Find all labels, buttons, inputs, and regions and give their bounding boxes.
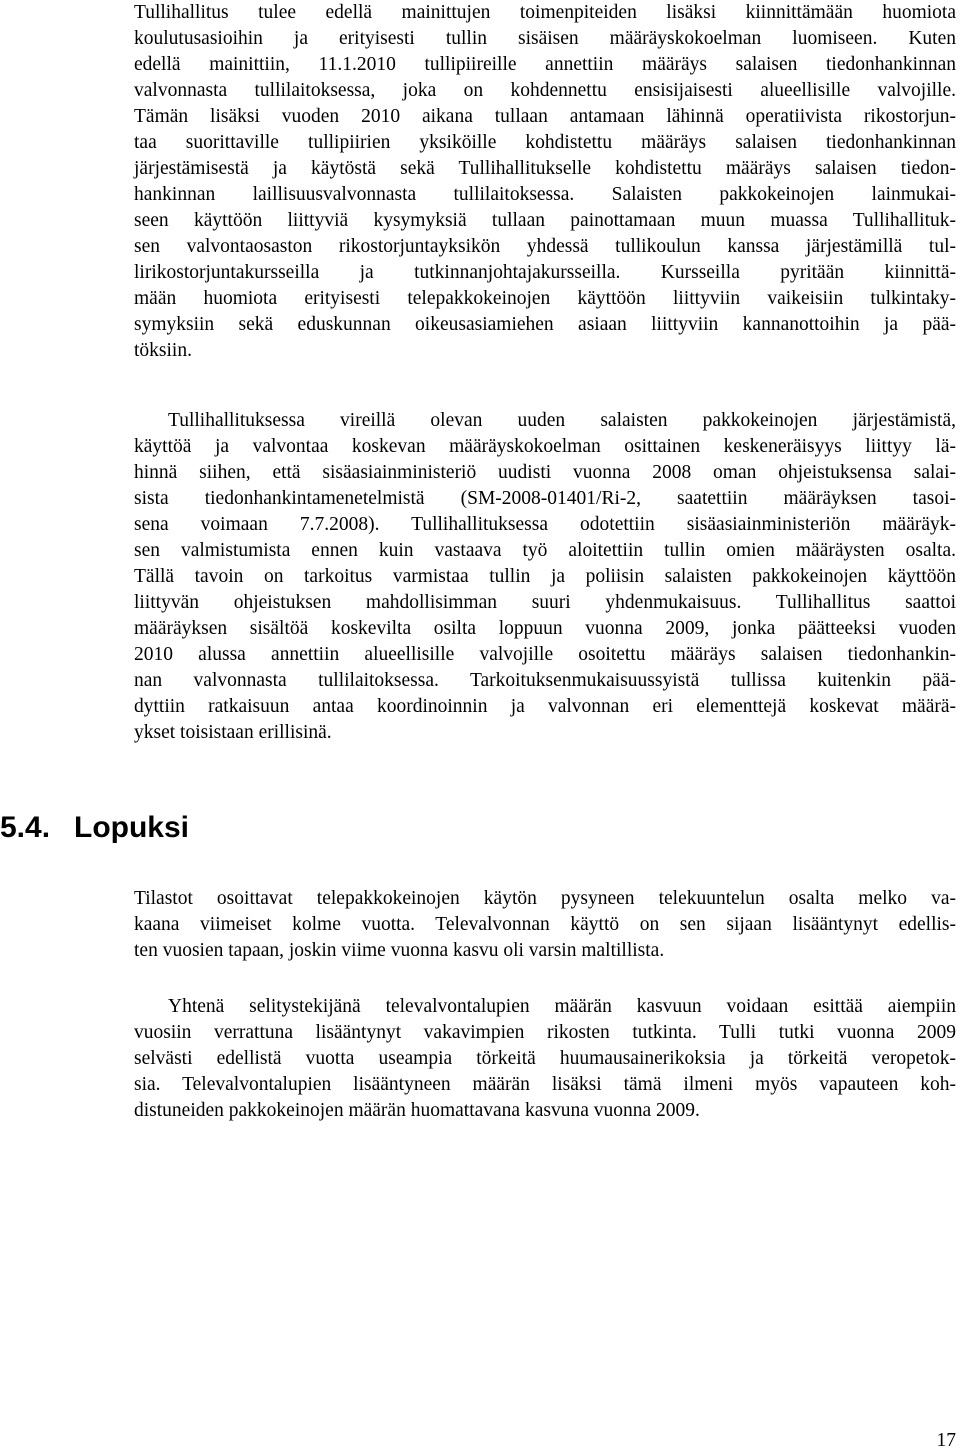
text-line: liittyvän ohjeistuksen mahdollisimman suuri yhdenmukaisuus. Tullihallitus saattoi [134,592,956,613]
text-line: 2010 alussa annettiin alueellisille valvojille osoitettu määräys salaisen tiedonhankin- [134,644,956,665]
section-heading [0,808,189,848]
text-line: järjestämisestä ja käytöstä sekä Tullihallitukselle kohdistettu määräys salaisen tiedon- [134,158,956,179]
text-line: distuneiden pakkokeinojen määrän huomattavana kasvuna vuonna 2009. [134,1100,700,1121]
text-line: dyttiin ratkaisuun antaa koordinoinnin ja valvonnan eri elementtejä koskevat määrä- [134,696,956,717]
page-number: 17 [936,1430,956,1451]
text-line: seen käyttöön liittyviä kysymyksiä tullaan painottamaan muun muassa Tullihallituk- [134,210,956,231]
text-line: sia. Televalvontalupien lisääntyneen määrän lisäksi tämä ilmeni myös vapauteen koh- [134,1074,956,1095]
text-line: vuosiin verrattuna lisääntynyt vakavimpien rikosten tutkinta. Tulli tutki vuonna 2009 [134,1022,956,1043]
text-line: mään huomiota erityisesti telepakkokeinojen käyttöön liittyviin vaikeisiin tulkintaky- [134,288,956,309]
text-line: Tilastot osoittavat telepakkokeinojen käytön pysyneen telekuuntelun osalta melko va- [134,888,956,909]
section-title: Lopuksi [74,811,190,844]
text-line: hankinnan laillisuusvalvonnasta tullilaitoksessa. Salaisten pakkokeinojen lainmukai- [134,184,956,205]
text-line: Tämän lisäksi vuoden 2010 aikana tullaan antamaan lähinnä operatiivista rikostorjun- [134,106,956,127]
text-line: ten vuosien tapaan, joskin viime vuonna kasvu oli varsin maltillista. [134,940,665,961]
text-line: valvonnasta tullilaitoksessa, joka on kohdennettu ensisijaisesti alueellisille valvojille. [134,80,956,101]
section-number: 5.4. [0,811,51,844]
text-line: Tullihallituksessa vireillä olevan uuden salaisten pakkokeinojen järjestämistä, [168,410,956,431]
text-line: sen valvontaosaston rikostorjuntayksikön yhdessä tullikoulun kanssa järjestämillä tul- [134,236,956,257]
text-line: hinnä siihen, että sisäasiainministeriö uudisti vuonna 2008 oman ohjeistuksensa salai- [134,462,956,483]
text-line: töksiin. [134,340,192,361]
text-line: Tullihallitus tulee edellä mainittujen toimenpiteiden lisäksi kiinnittämään huomiota [134,2,956,23]
text-line: selvästi edellistä vuotta useampia törkeitä huumausainerikoksia ja törkeitä veropetok- [134,1048,956,1069]
text-line: taa suorittaville tullipiirien yksiköille kohdistettu määräys salaisen tiedonhankinnan [134,132,956,153]
text-line: Yhtenä selitystekijänä televalvontalupien määrän kasvuun voidaan esittää aiempiin [168,996,956,1017]
text-line: edellä mainittiin, 11.1.2010 tullipiireille annettiin määräys salaisen tiedonhankinnan [134,54,956,75]
text-line: nan valvonnasta tullilaitoksessa. Tarkoituksenmukaisuussyistä tullissa kuitenkin pää- [134,670,956,691]
text-line: koulutusasioihin ja erityisesti tullin sisäisen määräyskokoelman luomiseen. Kuten [134,28,956,49]
text-line: sista tiedonhankintamenetelmistä (SM-2008-01401/Ri-2, saatettiin määräyksen tasoi- [134,488,956,509]
text-line: käyttöä ja valvontaa koskevan määräyskokoelman osittainen keskeneräisyys liittyy lä- [134,436,956,457]
text-line: kaana viimeiset kolme vuotta. Televalvonnan käyttö on sen sijaan lisääntynyt edellis- [134,914,956,935]
text-line: sena voimaan 7.7.2008). Tullihallituksessa odotettiin sisäasiainministeriön määräyk- [134,514,956,535]
text-line: sen valmistumista ennen kuin vastaava työ aloitettiin tullin omien määräysten osalta. [134,540,956,561]
text-line: ykset toisistaan erillisinä. [134,722,332,743]
text-line: Tällä tavoin on tarkoitus varmistaa tullin ja poliisin salaisten pakkokeinojen käyttöön [134,566,956,587]
text-line: määräyksen sisältöä koskevilta osilta loppuun vuonna 2009, jonka päätteeksi vuoden [134,618,956,639]
text-line: symyksiin sekä eduskunnan oikeusasiamiehen asiaan liittyviin kannanottoihin ja pää- [134,314,956,335]
text-line: lirikostorjuntakursseilla ja tutkinnanjohtajakursseilla. Kursseilla pyritään kiinnittä- [134,262,956,283]
